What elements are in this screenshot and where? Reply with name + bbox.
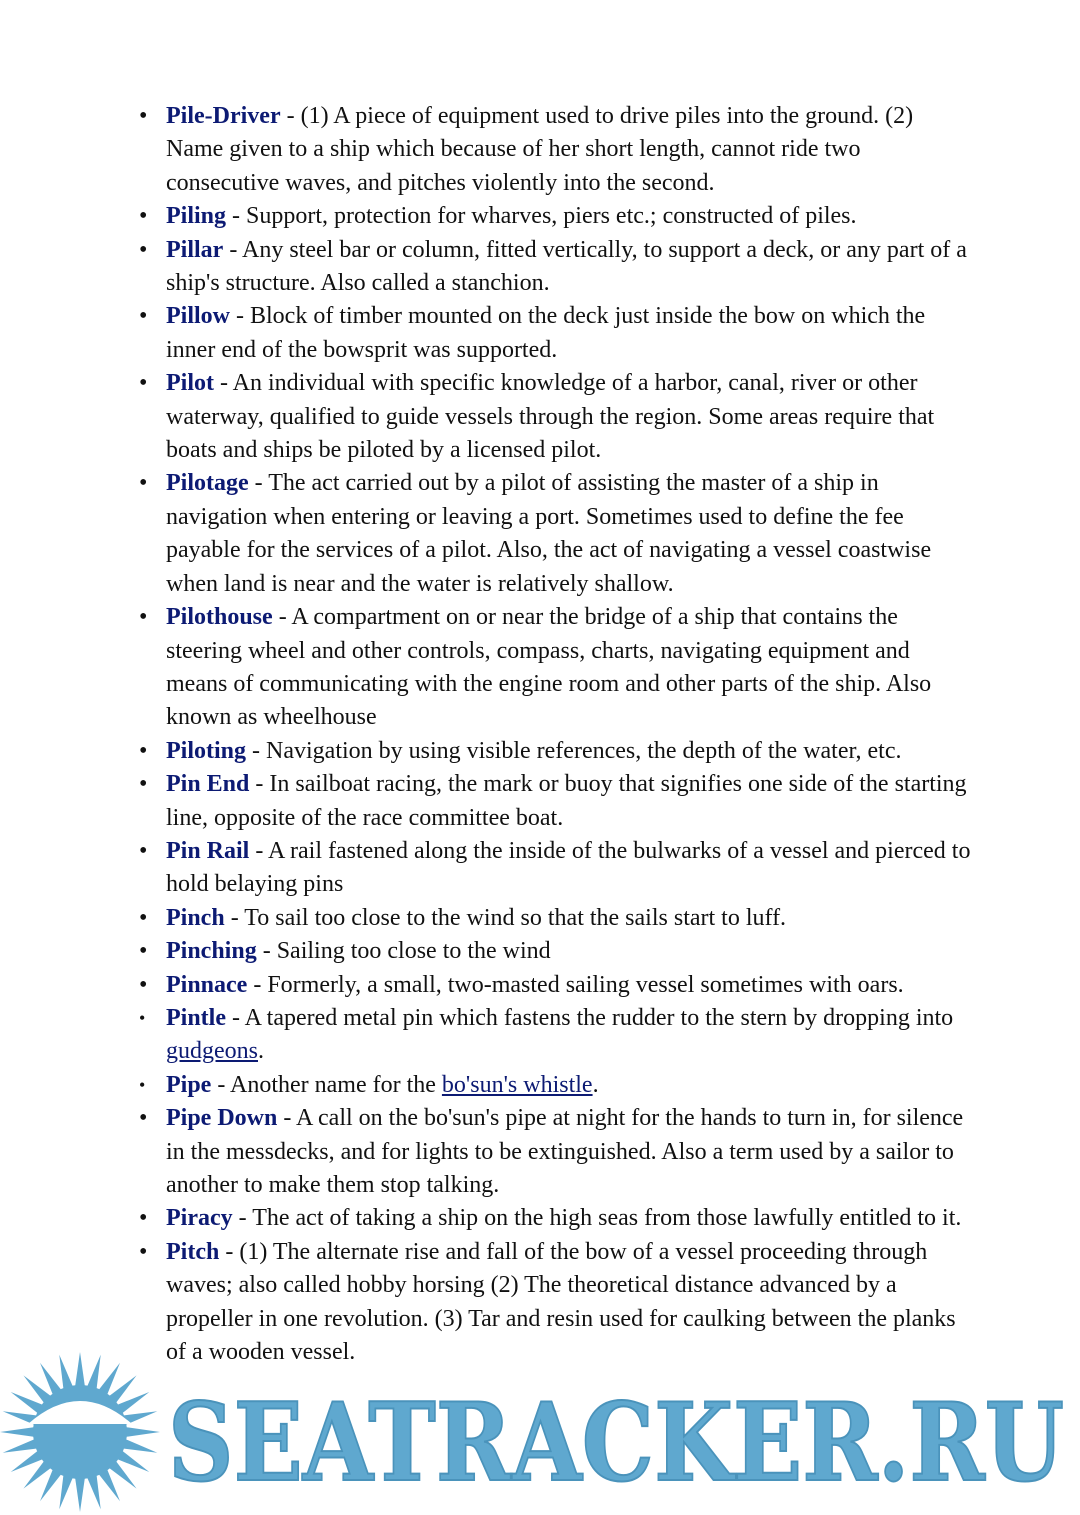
term-separator: -: [223, 236, 242, 263]
glossary-definition-end: .: [258, 1038, 264, 1065]
sun-ray: [75, 1476, 85, 1512]
glossary-definition: A rail fastened along the inside of the bulwarks of a vessel and pierced to hold belaying pins: [166, 837, 971, 898]
term-separator: -: [219, 1238, 240, 1265]
bosuns-whistle-link[interactable]: bo'sun's whistle: [441, 1071, 593, 1098]
sun-ray: [11, 1449, 45, 1472]
sun-ray: [115, 1449, 149, 1472]
glossary-definition: (1) The alternate rise and fall of the bow of a vessel proceeding through waves; also called hobby horsing (2) The theoretical distance advanced by a propeller in one revolution. (3) Tar and resin used for caulking between the planks of a wooden vessel.: [166, 1238, 956, 1366]
glossary-definition: To sail too close to the wind so that the sails start to luff.: [244, 904, 787, 931]
glossary-entry: [166, 935, 972, 968]
term-separator: -: [232, 1205, 253, 1232]
sun-ray: [59, 1473, 73, 1509]
glossary-definition: A tapered metal pin which fastens the rudder to the stern by dropping into: [244, 1004, 954, 1031]
glossary-definition: Support, protection for wharves, piers etc.; constructed of piles.: [246, 203, 857, 230]
glossary-entry: [166, 467, 972, 601]
term-separator: -: [214, 370, 233, 397]
glossary-entry: [166, 1102, 972, 1202]
glossary-term: Pinching: [166, 938, 257, 965]
glossary-entry: [166, 100, 972, 200]
sun-ray: [97, 1467, 120, 1501]
glossary-definition: A compartment on or near the bridge of a ship that contains the steering wheel and other controls, compass, charts, navigating equipment and means of communicating with the engine room and other parts of the ship. Also known as wheelhouse: [166, 604, 932, 731]
glossary-entry: [166, 234, 972, 301]
sun-ray: [0, 1427, 36, 1437]
glossary-definition: The act of taking a ship on the high seas from those lawfully entitled to it.: [252, 1205, 962, 1232]
glossary-term: Pillow: [166, 303, 230, 330]
glossary-term: Piracy: [166, 1205, 233, 1232]
sun-ray: [115, 1392, 149, 1415]
sun-ray: [23, 1459, 52, 1488]
term-separator: -: [249, 837, 269, 864]
term-separator: -: [272, 604, 292, 631]
sun-ray: [3, 1411, 39, 1425]
glossary-term: Pintle: [166, 1004, 226, 1031]
term-separator: -: [249, 771, 270, 798]
sun-ray: [11, 1392, 45, 1415]
glossary-term: Pilothouse: [166, 604, 273, 631]
sun-ray: [86, 1473, 100, 1509]
glossary-term: Piling: [166, 203, 227, 230]
glossary-definition: Sailing too close to the wind: [276, 938, 551, 965]
glossary-term: Pilotage: [166, 470, 249, 497]
term-separator: -: [246, 737, 267, 764]
glossary-entry: [166, 1202, 972, 1235]
sun-ray: [121, 1411, 157, 1425]
glossary-entry: [166, 1069, 972, 1102]
glossary-entry: [166, 367, 972, 467]
term-separator: -: [226, 203, 247, 230]
glossary-term: Pin End: [166, 771, 250, 798]
term-separator: -: [277, 1105, 297, 1132]
glossary-definition: Any steel bar or column, fitted vertically, to support a deck, or any part of a ship's structure. Also called a stanchion.: [166, 236, 967, 297]
term-separator: -: [230, 303, 250, 330]
glossary-definition: (1) A piece of equipment used to drive piles into the ground. (2) Name given to a ship which because of her short length, cannot ride two consecutive waves, and pitches violently into the second.: [166, 103, 914, 196]
glossary-definition: An individual with specific knowledge of a harbor, canal, river or other waterway, qualified to guide vessels through the region. Some areas require that boats and ships be piloted by a licensed pilot.: [166, 370, 935, 464]
term-separator: -: [248, 470, 269, 497]
seatracker-watermark: [0, 1352, 1080, 1515]
term-separator: -: [247, 971, 268, 998]
sun-ray: [23, 1375, 52, 1404]
glossary-term: Pipe Down: [166, 1105, 278, 1132]
glossary-term: Pin Rail: [166, 837, 250, 864]
glossary-entry: [166, 835, 972, 902]
glossary-term: Pilot: [166, 370, 214, 397]
glossary-entry: [166, 768, 972, 835]
glossary-entry: [166, 902, 972, 935]
glossary-list: [0, 100, 1080, 1369]
term-separator: -: [224, 904, 245, 931]
glossary-entry: [166, 1236, 972, 1370]
glossary-entry: [166, 969, 972, 1002]
glossary-term: Pinch: [166, 904, 225, 931]
sun-ray: [107, 1459, 136, 1488]
glossary-definition: Another name for the: [230, 1071, 442, 1098]
glossary-definition-end: .: [592, 1071, 599, 1098]
glossary-entry: [166, 735, 972, 768]
glossary-term: Piloting: [166, 737, 247, 764]
glossary-entry: [166, 601, 972, 735]
glossary-term: Pitch: [166, 1238, 220, 1265]
glossary-definition: Navigation by using visible references, the depth of the water, etc.: [266, 737, 902, 764]
term-separator: -: [280, 103, 301, 129]
glossary-entry: [166, 300, 972, 367]
glossary-term: Pile-Driver: [166, 103, 281, 129]
sun-ray: [121, 1438, 157, 1452]
term-separator: -: [256, 938, 277, 965]
glossary-term: Pinnace: [166, 971, 248, 998]
watermark-text: SEATRACKER.RU: [168, 1380, 1064, 1506]
glossary-definition: In sailboat racing, the mark or buoy that signifies one side of the starting line, opposite of the race committee boat.: [166, 771, 967, 831]
gudgeons-link[interactable]: gudgeons: [166, 1038, 258, 1065]
sun-ray: [3, 1438, 39, 1452]
glossary-entry: [166, 1002, 972, 1069]
sun-icon: [0, 1352, 160, 1512]
term-separator: -: [211, 1071, 230, 1098]
sun-ray: [40, 1467, 63, 1501]
glossary-entry: [166, 200, 972, 233]
glossary-term: Pipe: [166, 1071, 212, 1098]
sun-ray: [124, 1427, 160, 1437]
glossary-definition: Formerly, a small, two-masted sailing vessel sometimes with oars.: [267, 971, 904, 998]
glossary-definition: Block of timber mounted on the deck just inside the bow on which the inner end of the bowsprit was supported.: [166, 303, 926, 363]
glossary-definition: The act carried out by a pilot of assisting the master of a ship in navigation when entering or leaving a port. Sometimes used to define the fee payable for the services of a pilot. Also, the act of navigating a vessel coastwise when land is near and the water is relatively shallow.: [166, 470, 932, 597]
term-separator: -: [226, 1004, 245, 1031]
glossary-definition: A call on the bo'sun's pipe at night for the hands to turn in, for silence in the messdecks, and for lights to be extinguished. Also a term used by a sailor to another to make them stop talking.: [166, 1105, 964, 1198]
glossary-term: Pillar: [166, 236, 224, 263]
sun-ray: [107, 1375, 136, 1404]
